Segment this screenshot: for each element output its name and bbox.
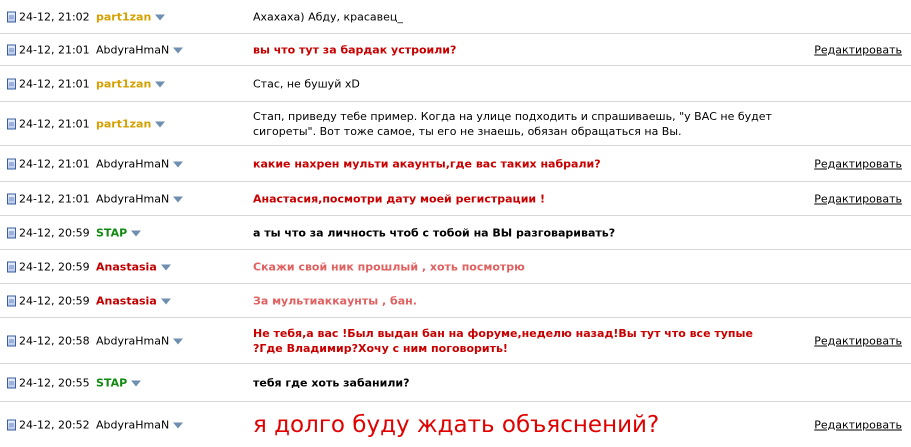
edit-link[interactable]: Редактировать	[814, 334, 902, 347]
chat-row	[0, 216, 911, 250]
message-icon	[7, 44, 16, 55]
message-icon	[7, 118, 16, 129]
message-author[interactable]	[96, 226, 141, 239]
edit-link[interactable]: Редактировать	[814, 192, 902, 205]
message-author[interactable]	[96, 376, 141, 389]
message-icon	[7, 11, 16, 22]
dropdown-arrow-icon[interactable]	[161, 298, 171, 304]
edit-link[interactable]: Редактировать	[814, 43, 902, 56]
message-icon	[7, 227, 16, 238]
message-text: Анастасия,посмотри дату моей регистрации !	[253, 192, 545, 205]
author-nick[interactable]: STAP	[96, 226, 128, 239]
dropdown-arrow-icon[interactable]	[173, 422, 183, 428]
message-text: Ахахаха) Абду, красавец_	[253, 10, 403, 23]
message-text: тебя где хоть забанили?	[253, 376, 410, 389]
message-time: 24-12, 20:59	[7, 260, 90, 273]
message-icon	[7, 193, 16, 204]
message-text: а ты что за личность чтоб с тобой на ВЫ разговаривать?	[253, 226, 616, 239]
chat-row	[0, 318, 911, 364]
author-nick[interactable]: AbdyraHmaN	[96, 334, 170, 347]
message-author[interactable]	[96, 10, 165, 23]
message-time: 24-12, 20:52	[7, 418, 90, 431]
dropdown-arrow-icon[interactable]	[173, 338, 183, 344]
chat-row	[0, 402, 911, 447]
message-author[interactable]	[96, 117, 165, 130]
author-nick[interactable]: Anastasia	[96, 260, 157, 273]
message-author[interactable]	[96, 77, 165, 90]
dropdown-arrow-icon[interactable]	[161, 264, 171, 270]
message-text: За мультиаккаунты , бан.	[253, 294, 417, 307]
message-text: какие нахрен мульти акаунты,где вас таких набрали?	[253, 157, 601, 170]
message-text: Стап, приведу тебе пример. Когда на улице подходить и спрашиваешь, "у ВАС не будет сигореты". Вот тоже самое, ты его не знаешь, обязан обращаться на Вы.	[253, 109, 772, 138]
message-author[interactable]	[96, 418, 183, 431]
chat-row	[0, 66, 911, 102]
chat-row	[0, 102, 911, 146]
author-nick[interactable]: part1zan	[96, 10, 152, 23]
author-nick[interactable]: AbdyraHmaN	[96, 43, 170, 56]
author-nick[interactable]: part1zan	[96, 117, 152, 130]
message-text: я долго буду ждать объяснений?	[253, 411, 660, 438]
message-time: 24-12, 20:59	[7, 226, 90, 239]
author-nick[interactable]: Anastasia	[96, 294, 157, 307]
dropdown-arrow-icon[interactable]	[155, 121, 165, 127]
message-icon	[7, 377, 16, 388]
message-icon	[7, 295, 16, 306]
dropdown-arrow-icon[interactable]	[155, 81, 165, 87]
chat-row	[0, 146, 911, 182]
author-nick[interactable]: AbdyraHmaN	[96, 418, 170, 431]
message-text: Стас, не бушуй xD	[253, 77, 360, 90]
message-time: 24-12, 21:02	[7, 10, 90, 23]
dropdown-arrow-icon[interactable]	[155, 14, 165, 20]
message-time: 24-12, 20:59	[7, 294, 90, 307]
message-icon	[7, 419, 16, 430]
message-time: 24-12, 21:01	[7, 43, 90, 56]
edit-link[interactable]: Редактировать	[814, 418, 902, 431]
message-icon	[7, 78, 16, 89]
message-time: 24-12, 21:01	[7, 117, 90, 130]
message-time: 24-12, 20:55	[7, 376, 90, 389]
chat-row	[0, 182, 911, 216]
message-icon	[7, 261, 16, 272]
dropdown-arrow-icon[interactable]	[131, 230, 141, 236]
message-author[interactable]	[96, 260, 171, 273]
message-author[interactable]	[96, 157, 183, 170]
message-text: Не тебя,а вас !Был выдан бан на форуме,неделю назад!Вы тут что все тупые ?Где Владимир?Хочу с ним поговорить!	[253, 326, 753, 355]
message-author[interactable]	[96, 43, 183, 56]
chat-row	[0, 34, 911, 66]
author-nick[interactable]: part1zan	[96, 77, 152, 90]
chat-row	[0, 284, 911, 318]
edit-link[interactable]: Редактировать	[814, 157, 902, 170]
message-time: 24-12, 21:01	[7, 157, 90, 170]
dropdown-arrow-icon[interactable]	[131, 380, 141, 386]
message-time: 24-12, 20:58	[7, 334, 90, 347]
chat-row	[0, 0, 911, 34]
dropdown-arrow-icon[interactable]	[173, 196, 183, 202]
message-icon	[7, 335, 16, 346]
author-nick[interactable]: AbdyraHmaN	[96, 192, 170, 205]
author-nick[interactable]: STAP	[96, 376, 128, 389]
message-text: Скажи свой ник прошлый , хоть посмотрю	[253, 260, 525, 273]
dropdown-arrow-icon[interactable]	[173, 161, 183, 167]
message-author[interactable]	[96, 192, 183, 205]
message-time: 24-12, 21:01	[7, 77, 90, 90]
message-author[interactable]	[96, 294, 171, 307]
chat-row	[0, 250, 911, 284]
chat-row	[0, 364, 911, 402]
author-nick[interactable]: AbdyraHmaN	[96, 157, 170, 170]
dropdown-arrow-icon[interactable]	[173, 47, 183, 53]
message-author[interactable]	[96, 334, 183, 347]
message-icon	[7, 158, 16, 169]
message-text: вы что тут за бардак устроили?	[253, 43, 457, 56]
message-time: 24-12, 21:01	[7, 192, 90, 205]
